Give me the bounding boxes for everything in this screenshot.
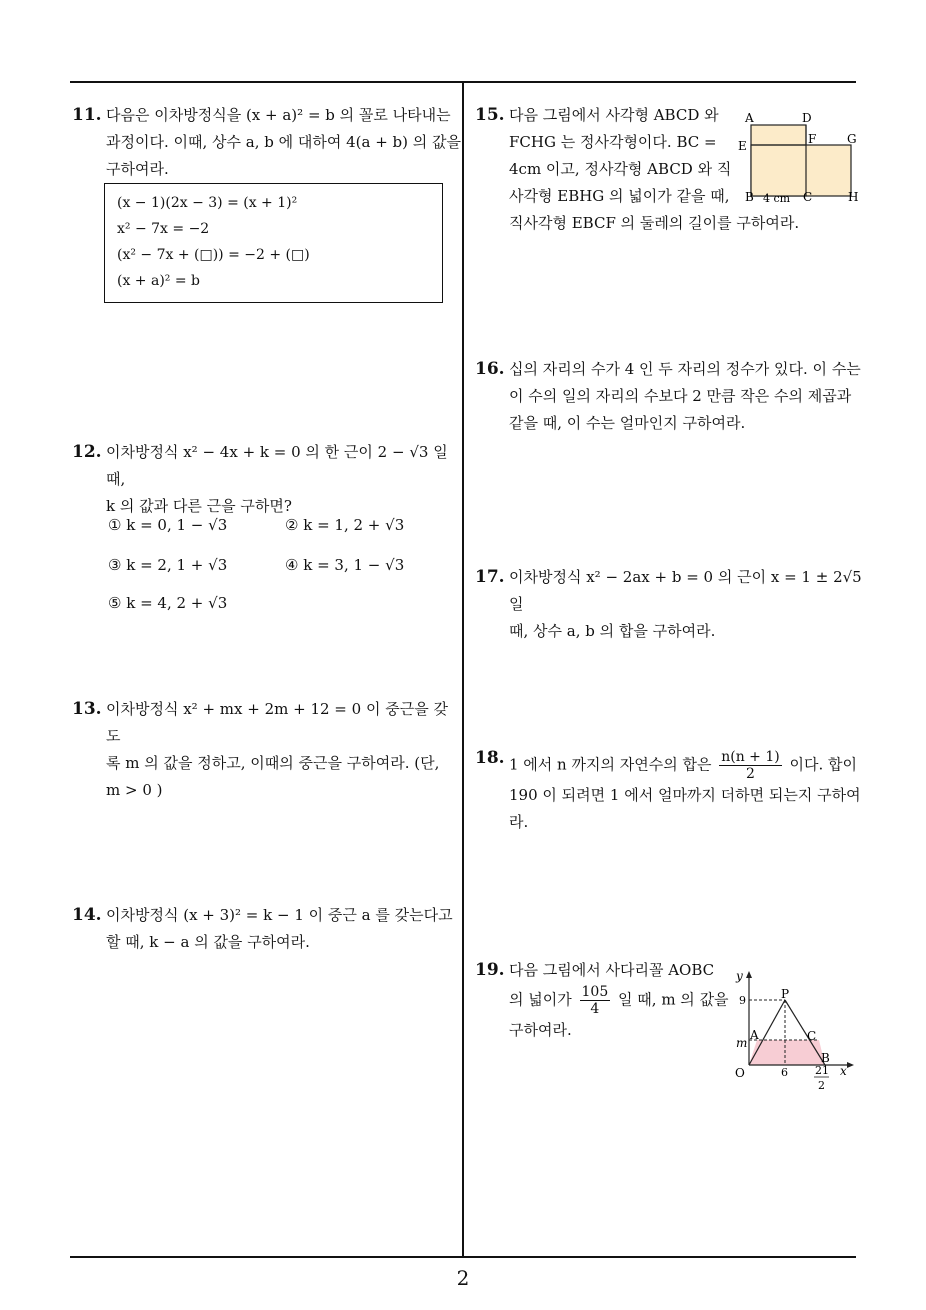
question-text: 1 에서 n 까지의 자연수의 합은 xyxy=(509,755,712,774)
fraction-numerator: n(n + 1) xyxy=(721,749,780,765)
label-bc-length: 4 cm xyxy=(763,192,791,205)
question-text-line: 록 m 의 값을 정하고, 이때의 중근을 구하여라. (단, xyxy=(106,754,440,772)
column-divider xyxy=(462,82,464,1258)
choice-1[interactable]: ① k = 0, 1 − √3 xyxy=(108,516,228,534)
question-text-line: 구하여라. xyxy=(106,160,169,178)
question-11 xyxy=(72,102,462,183)
derivation-line: x² − 7x = −2 xyxy=(117,221,210,237)
label-f: F xyxy=(808,132,817,146)
question-text: 일 때, m 의 값을 xyxy=(618,990,729,1009)
question-16 xyxy=(475,356,865,437)
question-text-line: 다음 그림에서 사다리꼴 AOBC xyxy=(509,961,715,979)
x-axis-arrow-icon xyxy=(847,1062,854,1068)
question-text-line xyxy=(509,984,735,1017)
question-number: 15. xyxy=(475,105,505,125)
fraction xyxy=(580,984,611,1017)
label-d: D xyxy=(802,111,812,125)
choice-2[interactable]: ② k = 1, 2 + √3 xyxy=(285,516,405,534)
question-text-line: 다음은 이차방정식을 (x + a)² = b 의 꼴로 나타내는 xyxy=(106,106,451,124)
question-14 xyxy=(72,902,462,956)
question-number: 17. xyxy=(475,567,505,587)
question-15 xyxy=(475,102,800,237)
question-19 xyxy=(475,957,735,1044)
choice-3[interactable]: ③ k = 2, 1 + √3 xyxy=(108,556,228,574)
rectangle-ebhg xyxy=(751,145,851,196)
label-g: G xyxy=(847,132,857,146)
question-text-line: 같을 때, 이 수는 얼마인지 구하여라. xyxy=(509,414,746,432)
question-text-line: 이차방정식 x² − 2ax + b = 0 의 근이 x = 1 ± 2√5 일 xyxy=(509,568,862,613)
question-text-line: 이차방정식 x² − 4x + k = 0 의 한 근이 2 − √3 일 때, xyxy=(106,443,448,488)
question-text-line: 이차방정식 (x + 3)² = k − 1 이 중근 a 를 갖는다고 xyxy=(106,906,453,924)
question-number: 12. xyxy=(72,442,102,462)
question-text-line: 할 때, k − a 의 값을 구하여라. xyxy=(106,933,310,951)
question-text-line: 때, 상수 a, b 의 합을 구하여라. xyxy=(509,622,716,640)
choice-4[interactable]: ④ k = 3, 1 − √3 xyxy=(285,556,405,574)
question-text: 의 넓이가 xyxy=(509,990,572,1009)
question-text-line: m > 0 ) xyxy=(106,781,163,799)
question-text-line: 직사각형 EBCF 의 둘레의 길이를 구하여라. xyxy=(509,214,800,232)
question-17 xyxy=(475,564,865,645)
question-text-line xyxy=(509,749,865,782)
question-number: 11. xyxy=(72,105,102,125)
question-number: 19. xyxy=(475,960,505,980)
derivation-line: (x² − 7x + (□)) = −2 + (□) xyxy=(117,247,310,263)
fraction-denominator: 4 xyxy=(590,1001,600,1017)
page-number: 2 xyxy=(456,1266,470,1290)
question-text: 이다. 합이 xyxy=(789,755,857,774)
point-p-label: P xyxy=(781,987,790,1001)
question-12 xyxy=(72,439,462,520)
fraction xyxy=(719,749,782,782)
question-18 xyxy=(475,745,865,836)
question-text-line: FCHG 는 정사각형이다. BC = xyxy=(509,133,717,151)
point-a-label: A xyxy=(750,1028,759,1042)
point-c-label: C xyxy=(807,1029,817,1043)
label-e: E xyxy=(738,139,747,153)
x-tick-denominator: 2 xyxy=(818,1079,825,1092)
derivation-box xyxy=(104,183,443,303)
choice-5[interactable]: ⑤ k = 4, 2 + √3 xyxy=(108,594,228,612)
question-text-line: 라. xyxy=(509,813,529,831)
bottom-rule xyxy=(70,1256,856,1258)
point-b-label: B xyxy=(821,1051,830,1065)
origin-label: O xyxy=(735,1066,745,1080)
fraction-denominator: 2 xyxy=(746,766,755,782)
label-h: H xyxy=(848,190,859,204)
question-text-line: 과정이다. 이때, 상수 a, b 에 대하여 4(a + b) 의 값을 xyxy=(106,133,462,151)
x-axis-label: x xyxy=(840,1064,847,1078)
question-text-line: 사각형 EBHG 의 넓이가 같을 때, xyxy=(509,187,730,205)
question-text-line: 구하여라. xyxy=(509,1021,572,1039)
trapezoid-graph xyxy=(730,965,855,1095)
y-axis-arrow-icon xyxy=(746,971,752,978)
m-label: m xyxy=(736,1036,748,1050)
squares-figure xyxy=(735,108,860,208)
label-c: C xyxy=(803,190,813,204)
x-tick-numerator: 21 xyxy=(815,1064,829,1077)
x-tick-6: 6 xyxy=(781,1066,788,1079)
label-b: B xyxy=(745,190,754,204)
label-a: A xyxy=(745,111,754,125)
question-text-line: 4cm 이고, 정사각형 ABCD 와 직 xyxy=(509,160,732,178)
question-text-line: 190 이 되려면 1 에서 얼마까지 더하면 되는지 구하여 xyxy=(509,786,861,804)
question-number: 16. xyxy=(475,359,505,379)
question-text-line: 십의 자리의 수가 4 인 두 자리의 정수가 있다. 이 수는 xyxy=(509,360,861,378)
fraction-numerator: 105 xyxy=(581,984,609,1000)
derivation-line: (x + a)² = b xyxy=(117,273,201,289)
y-tick-9: 9 xyxy=(739,994,746,1007)
question-number: 18. xyxy=(475,748,505,768)
derivation-line: (x − 1)(2x − 3) = (x + 1)² xyxy=(117,195,298,211)
question-number: 14. xyxy=(72,905,102,925)
question-number: 13. xyxy=(72,699,102,719)
question-text-line: 이차방정식 x² + mx + 2m + 12 = 0 이 중근을 갖도 xyxy=(106,700,448,745)
question-13 xyxy=(72,696,462,804)
y-axis-label: y xyxy=(736,969,743,983)
question-text-line: 다음 그림에서 사각형 ABCD 와 xyxy=(509,106,719,124)
question-text-line: k 의 값과 다른 근을 구하면? xyxy=(106,497,292,515)
question-text-line: 이 수의 일의 자리의 수보다 2 만큼 작은 수의 제곱과 xyxy=(509,387,852,405)
